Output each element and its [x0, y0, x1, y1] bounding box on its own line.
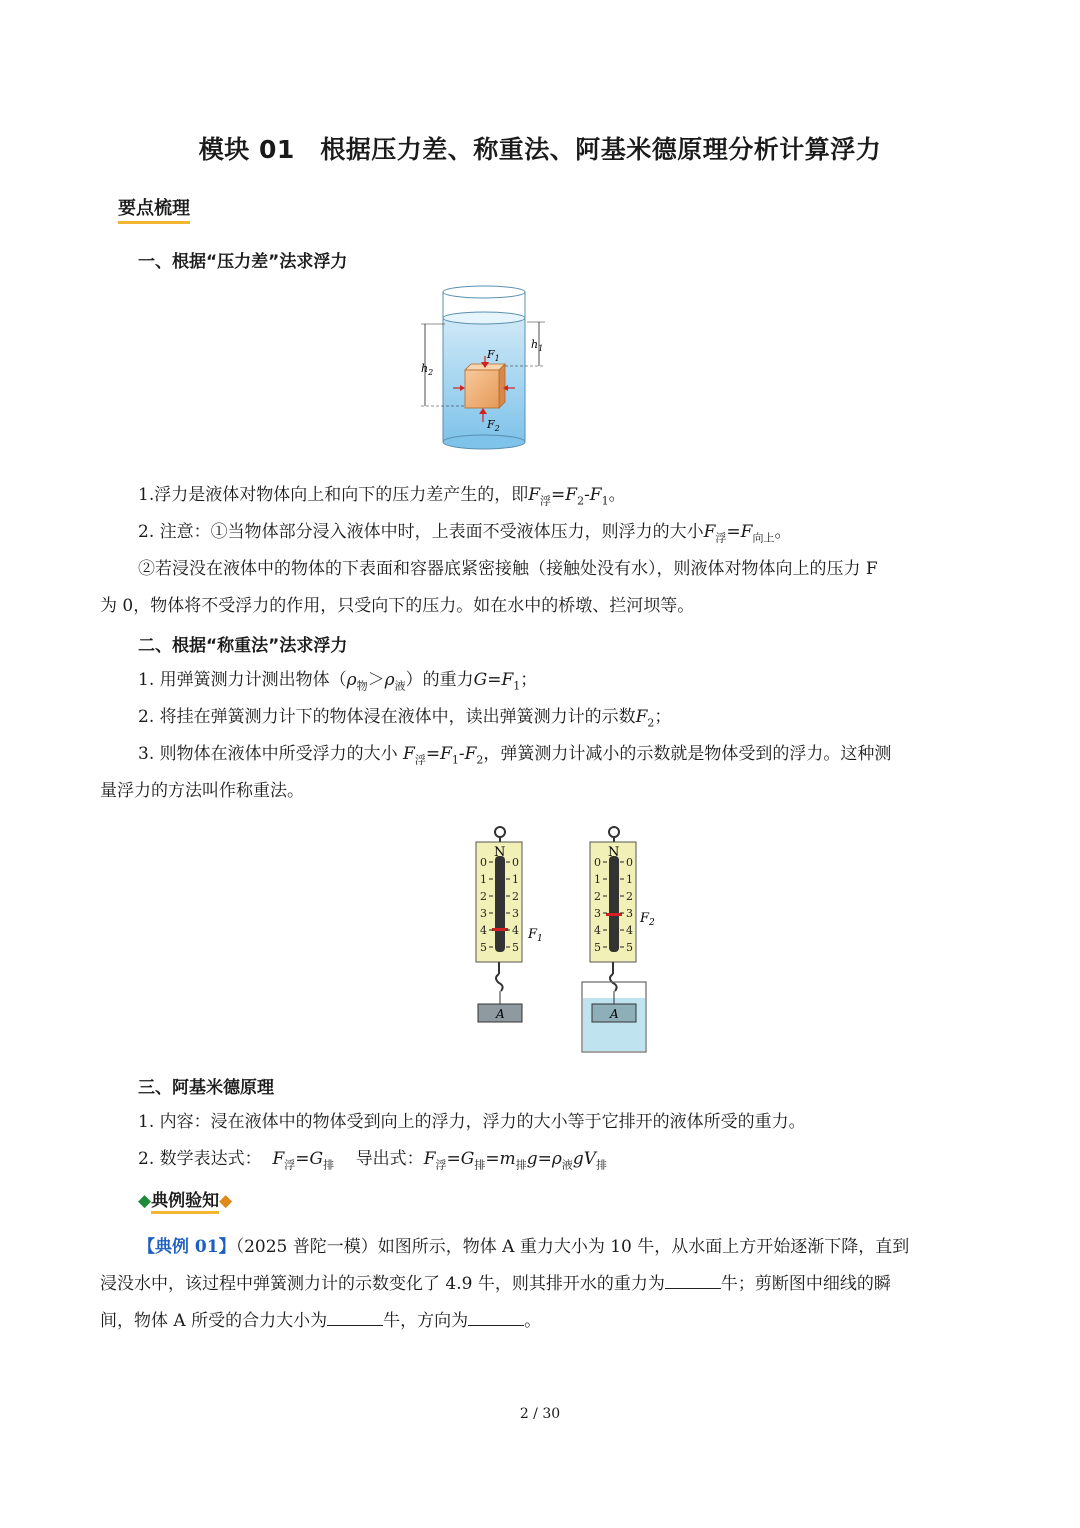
scale-tick-label: 1 [512, 873, 519, 886]
part2-heading: 二、根据“称重法”法求浮力 [138, 636, 348, 656]
part1-line3: ②若浸没在液体中的物体的下表面和容器底紧密接触（接触处没有水），则液体对物体向上的压力 F [138, 559, 878, 579]
label-F2: $F_2$ [487, 418, 500, 433]
scale-left-pointer [492, 928, 508, 931]
page-title: 模块 01 根据压力差、称重法、阿基米德原理分析计算浮力 [198, 135, 882, 164]
scale-tick-label: 4 [626, 924, 633, 937]
example-line1: 【典例 01】（2025 普陀一模）如图所示，物体 A 重力大小为 10 牛，从水面上方开始逐渐下降，直到 [138, 1237, 910, 1257]
part1-heading: 一、根据“压力差”法求浮力 [138, 252, 348, 272]
part2-item3: 3. 则物体在液体中所受浮力的大小 $F_浮=F_1-F_2$，弹簧测力计减小的示数就是物体受到的浮力。这种测 [138, 744, 892, 767]
spring-scale-right [582, 827, 655, 1052]
part3-item1: 1. 内容：浸在液体中的物体受到向上的浮力，浮力的大小等于它排开的液体所受的重力。 [138, 1112, 806, 1132]
part1-line4: 为 0，物体将不受浮力的作用，只受向下的压力。如在水中的桥墩、拦河坝等。 [100, 596, 695, 616]
submerged-box [465, 370, 499, 408]
part1-line2: 2. 注意：①当物体部分浸入液体中时，上表面不受液体压力，则浮力的大小$F_浮=F_{向上}$。 [138, 522, 792, 545]
label-F1-scale: $F_1$ [528, 927, 543, 944]
scale-tick-label: 4 [512, 924, 519, 937]
scale-tick-label: 0 [594, 856, 601, 869]
answer-blank-1[interactable] [665, 1274, 721, 1289]
part3-heading: 三、阿基米德原理 [138, 1078, 274, 1098]
scale-tick-label: 0 [626, 856, 633, 869]
scale-tick-label: 5 [594, 941, 601, 954]
answer-blank-2[interactable] [327, 1311, 383, 1326]
example-line2: 浸没水中，该过程中弹簧测力计的示数变化了 4.9 牛，则其排开水的重力为 牛；剪断图中细线的瞬 [100, 1274, 891, 1294]
box-side [499, 364, 505, 408]
block-A-right-label: A [610, 1007, 619, 1021]
scale-tick-label: 0 [512, 856, 519, 869]
label-h2: $h_2$ [421, 362, 434, 377]
example-label: 【典例 01】 [138, 1237, 236, 1257]
water-surface [443, 312, 525, 324]
scale-tick-label: 2 [626, 890, 633, 903]
scale-tick-label: 4 [594, 924, 601, 937]
pressure-difference-figure [415, 282, 555, 454]
scale-tick-label: 1 [594, 873, 601, 886]
cylinder-bottom [443, 435, 525, 449]
scale-tick-label: 4 [480, 924, 487, 937]
scale-right-unit: N [608, 845, 620, 860]
scale-tick-label: 5 [626, 941, 633, 954]
label-F2-scale: $F_2$ [640, 911, 655, 928]
scale-tick-label: 1 [626, 873, 633, 886]
example-line3: 间，物体 A 所受的合力大小为 牛，方向为 。 [100, 1311, 542, 1331]
diamond-icon: ◆ [219, 1191, 233, 1211]
scale-tick-label: 3 [594, 907, 601, 920]
scale-right-pointer [606, 913, 622, 916]
diamond-icon: ◆ [138, 1191, 152, 1211]
scale-tick-label: 5 [512, 941, 519, 954]
answer-blank-3[interactable] [468, 1311, 524, 1326]
part2-item1: 1. 用弹簧测力计测出物体$(\rho_物>\rho_液)$的重力$G=F_1$； [138, 670, 538, 693]
scale-tick-label: 2 [594, 890, 601, 903]
part1-line1: 1.浮力是液体对物体向上和向下的压力差产生的，即$F_浮=F_2-F_1$。 [138, 485, 626, 508]
scale-tick-label: 5 [480, 941, 487, 954]
scale-tick-label: 3 [480, 907, 487, 920]
page-number: 2 / 30 [519, 1406, 561, 1422]
scale-tick-label: 0 [480, 856, 487, 869]
cylinder-top-rim [443, 286, 525, 298]
scale-tick-label: 3 [512, 907, 519, 920]
scale-tick-label: 2 [512, 890, 519, 903]
part2-item3-cont: 量浮力的方法叫作称重法。 [100, 781, 304, 801]
block-A-left-label: A [496, 1007, 505, 1021]
scale-tick-label: 1 [480, 873, 487, 886]
label-h1: $h_1$ [531, 338, 544, 353]
scale-tick-label: 2 [480, 890, 487, 903]
spring-scale-left [476, 827, 543, 1022]
part3-item2: 2. 数学表达式： $F_浮=G_排$ 导出式：$F_浮=G_排=m_排g=\rho_液gV_排$ [138, 1149, 607, 1172]
spring-scale-figure [462, 820, 672, 1060]
scale-tick-label: 3 [626, 907, 633, 920]
part2-item2: 2. 将挂在弹簧测力计下的物体浸在液体中，读出弹簧测力计的示数$F_2$； [138, 707, 672, 730]
scale-left-unit: N [494, 845, 506, 860]
label-F1: $F_1$ [487, 348, 500, 363]
section-heading-key-points: 要点梳理 [118, 198, 190, 224]
example-heading: ◆典例验知◆ [138, 1186, 232, 1211]
